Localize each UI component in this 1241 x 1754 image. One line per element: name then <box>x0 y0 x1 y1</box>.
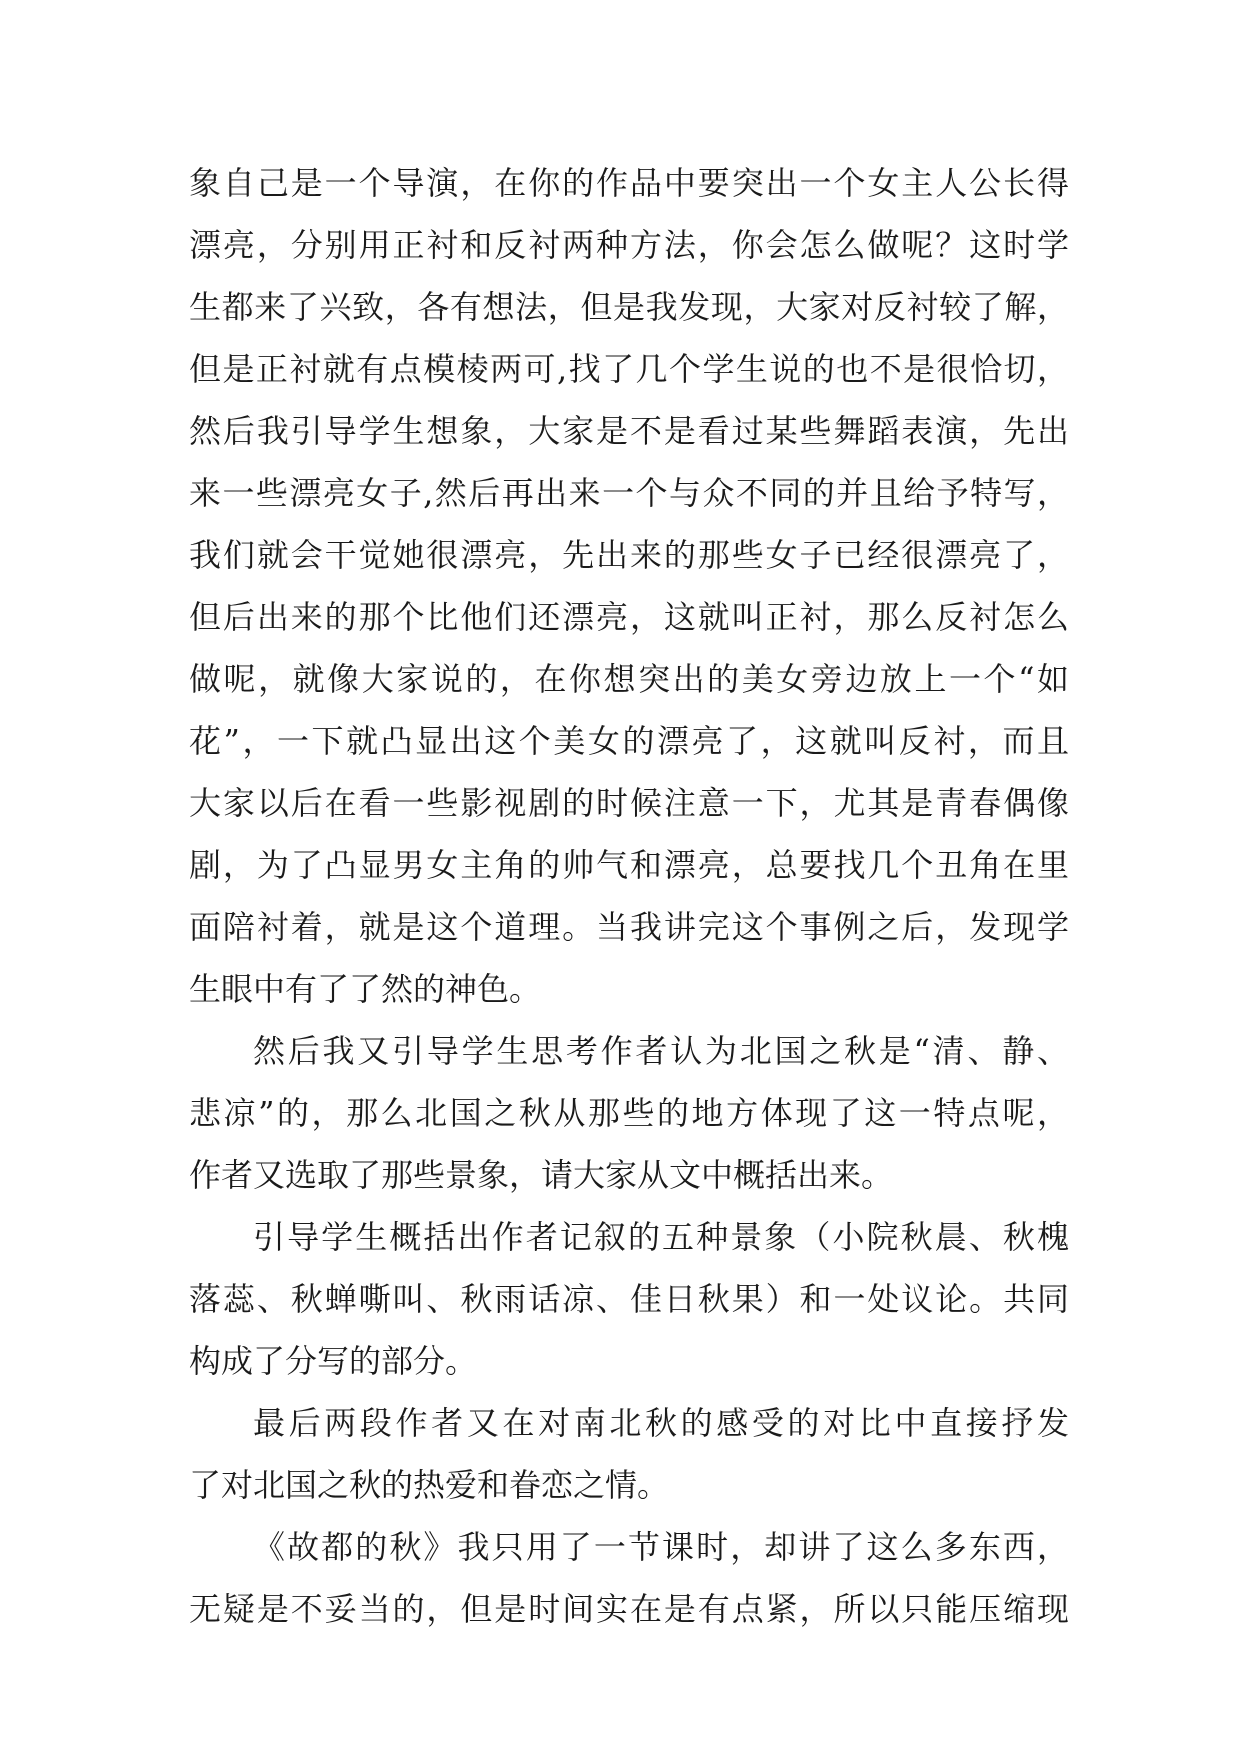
text-line: 了对北国之秋的热爱和眷恋之情。 <box>189 1466 670 1504</box>
text-line: 构成了分写的部分。 <box>189 1342 478 1380</box>
text-line: 生都来了兴致，各有想法，但是我发现，大家对反衬较了解， <box>189 288 1069 326</box>
text-line: 《故都的秋》我只用了一节课时，却讲了这么多东西， <box>253 1528 1069 1566</box>
text-line: 最后两段作者又在对南北秋的感受的对比中直接抒发 <box>253 1404 1069 1442</box>
text-line: 做呢，就像大家说的，在你想突出的美女旁边放上一个“如 <box>189 660 1069 698</box>
text-line: 然后我又引导学生思考作者认为北国之秋是“清、静、 <box>253 1032 1069 1070</box>
text-line: 面陪衬着，就是这个道理。当我讲完这个事例之后，发现学 <box>189 908 1069 946</box>
body-text <box>189 152 1069 1640</box>
text-line: 剧，为了凸显男女主角的帅气和漂亮，总要找几个丑角在里 <box>189 846 1069 884</box>
text-line: 但后出来的那个比他们还漂亮，这就叫正衬，那么反衬怎么 <box>189 598 1069 636</box>
text-line: 花”，一下就凸显出这个美女的漂亮了，这就叫反衬，而且 <box>189 722 1069 760</box>
text-line: 悲凉”的，那么北国之秋从那些的地方体现了这一特点呢， <box>189 1094 1069 1132</box>
text-line: 然后我引导学生想象，大家是不是看过某些舞蹈表演，先出 <box>189 412 1069 450</box>
text-line: 生眼中有了了然的神色。 <box>189 970 542 1008</box>
text-line: 落蕊、秋蝉嘶叫、秋雨话凉、佳日秋果）和一处议论。共同 <box>189 1280 1069 1318</box>
text-line: 象自己是一个导演，在你的作品中要突出一个女主人公长得 <box>189 164 1069 202</box>
text-line: 漂亮，分别用正衬和反衬两种方法，你会怎么做呢？这时学 <box>189 226 1069 264</box>
text-line: 引导学生概括出作者记叙的五种景象（小院秋晨、秋槐 <box>253 1218 1069 1256</box>
text-line: 作者又选取了那些景象，请大家从文中概括出来。 <box>189 1156 894 1194</box>
text-line: 但是正衬就有点模棱两可,找了几个学生说的也不是很恰切， <box>189 350 1069 388</box>
text-line: 来一些漂亮女子,然后再出来一个与众不同的并且给予特写， <box>189 474 1069 512</box>
text-line: 我们就会干觉她很漂亮，先出来的那些女子已经很漂亮了， <box>189 536 1069 574</box>
text-line: 大家以后在看一些影视剧的时候注意一下，尤其是青春偶像 <box>189 784 1069 822</box>
text-line: 无疑是不妥当的，但是时间实在是有点紧，所以只能压缩现 <box>189 1590 1069 1628</box>
